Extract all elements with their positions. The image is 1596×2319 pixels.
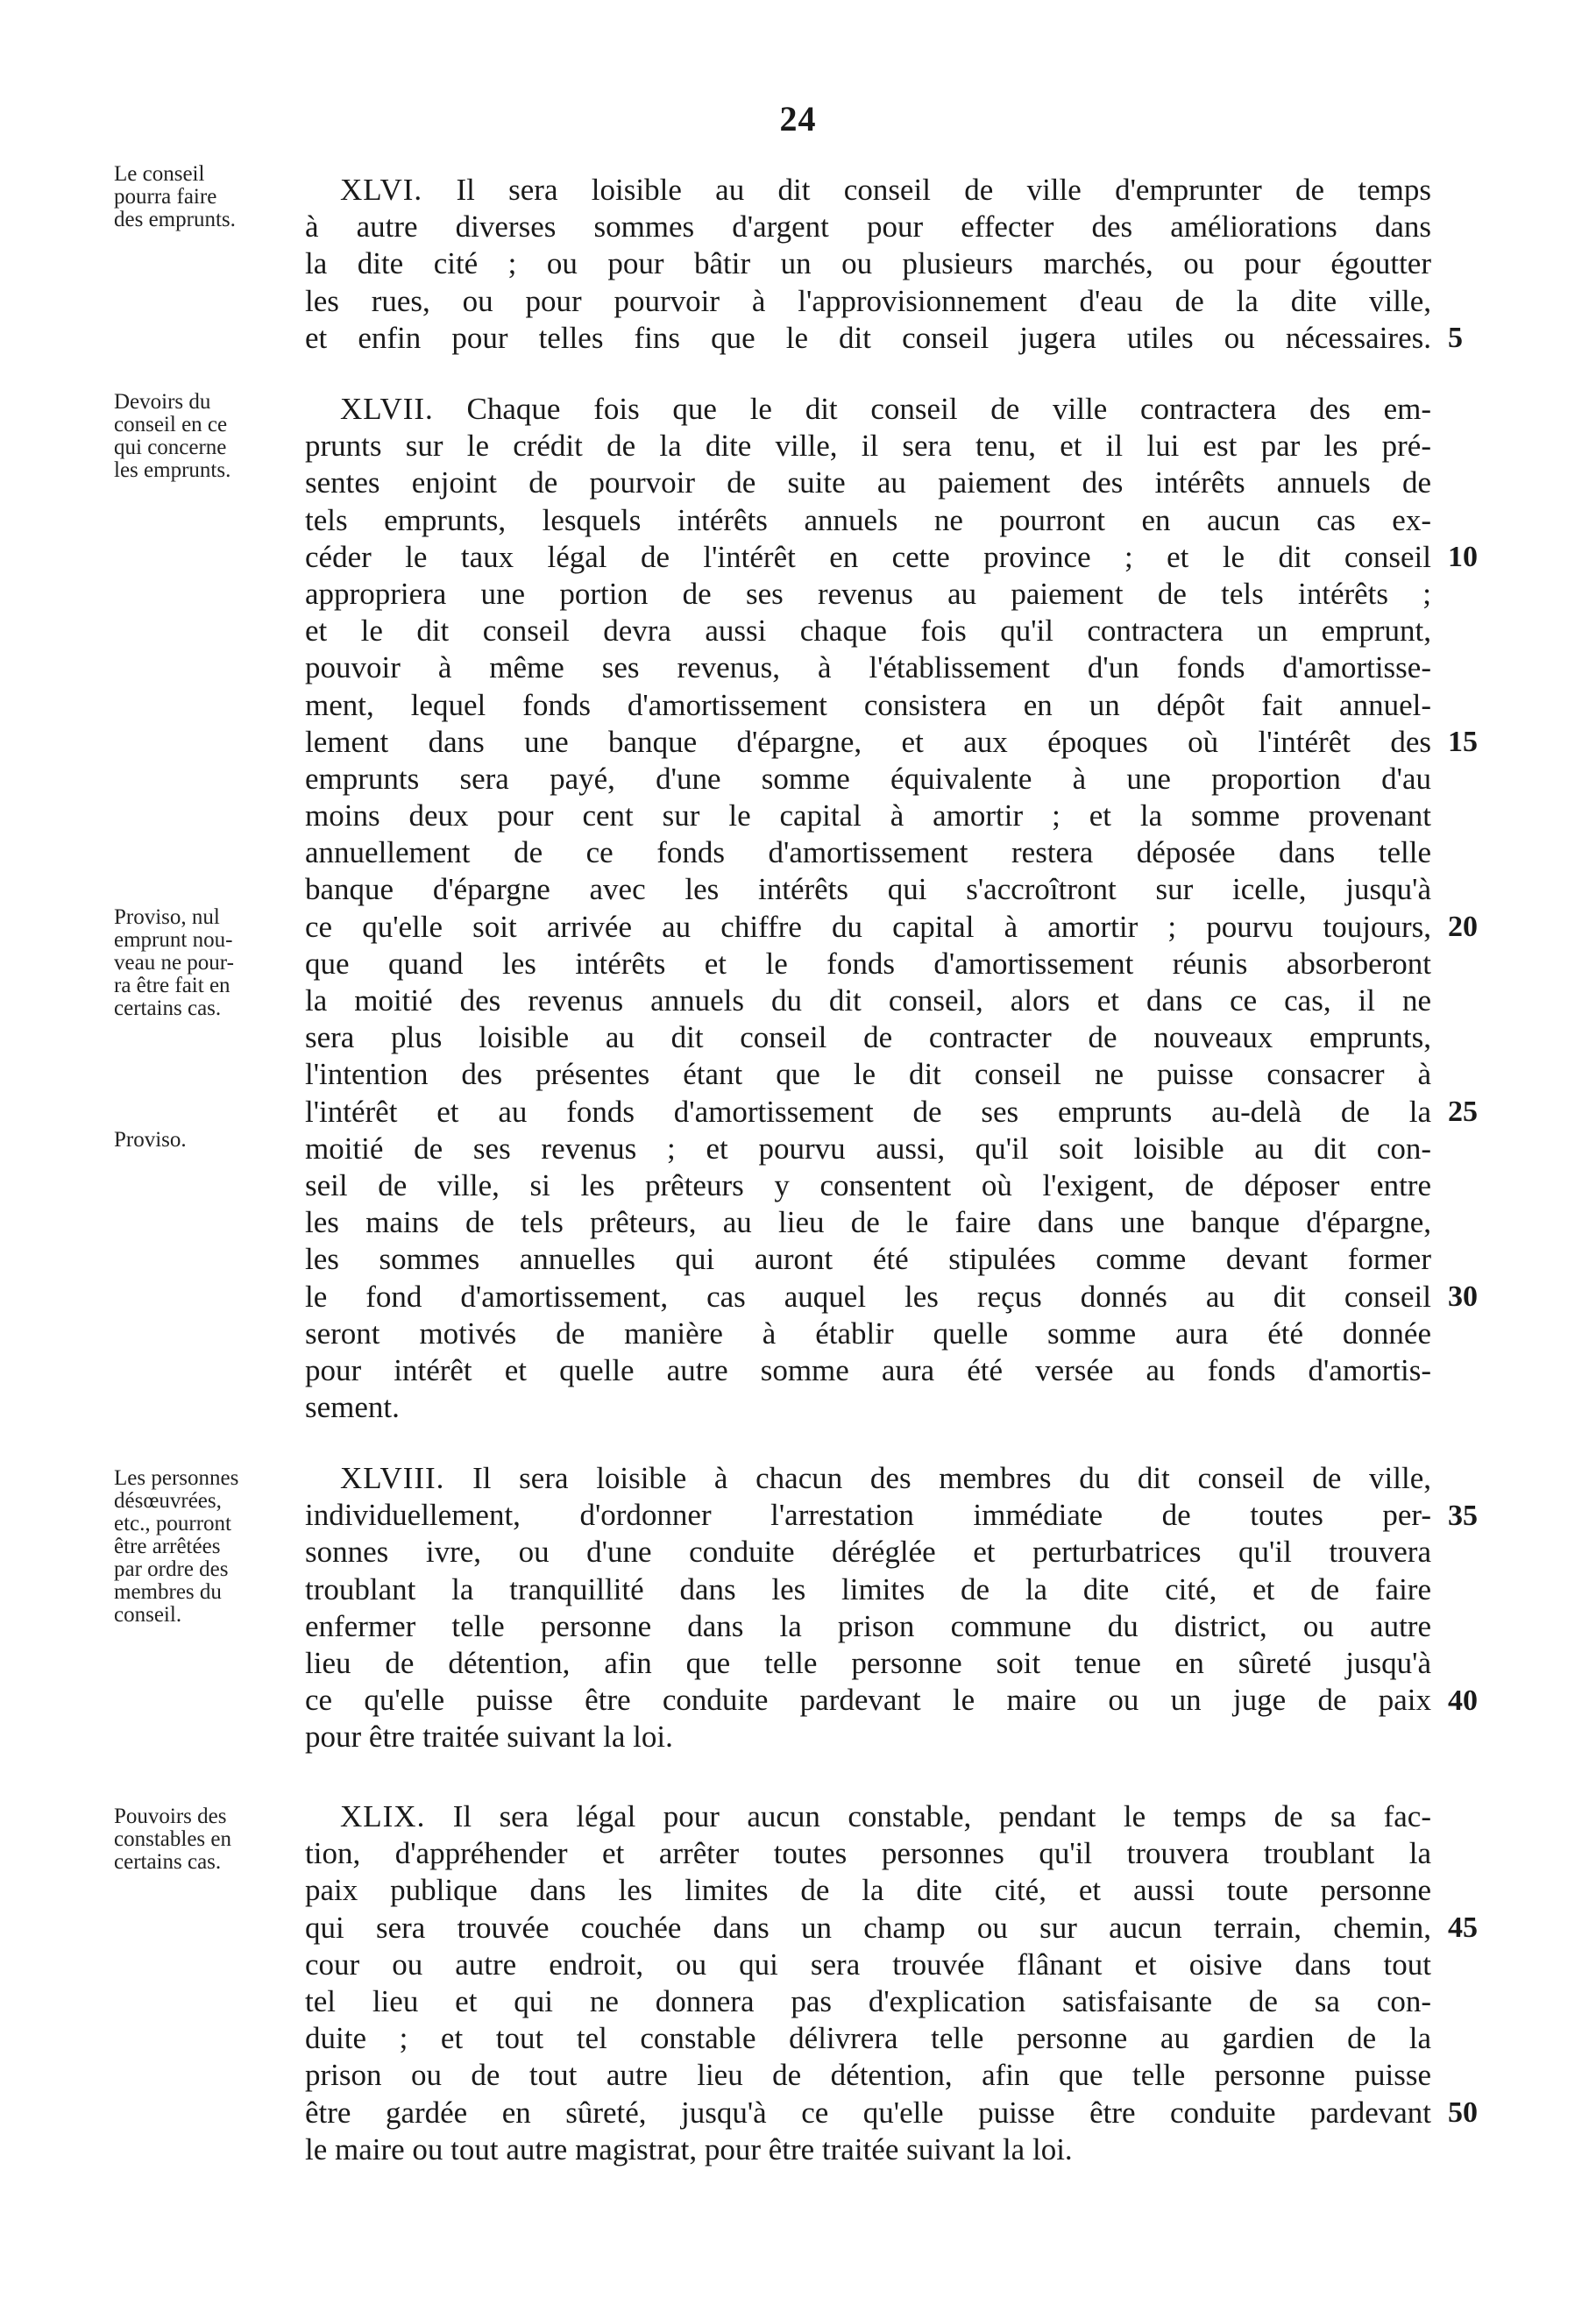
- text-line: tel lieu et qui ne donnera pas d'explication satisfaisante de sa con-: [305, 1983, 1431, 2018]
- text-line: pour intérêt et quelle autre somme aura été versée au fonds d'amortis-: [305, 1352, 1431, 1387]
- text-line: le fond d'amortissement, cas auquel les reçus donnés au dit conseil: [305, 1279, 1431, 1314]
- section-number: XLVIII.: [340, 1461, 445, 1495]
- margin-note-proviso-1: [114, 906, 302, 1020]
- margin-note-line: désœuvrées,: [114, 1489, 222, 1513]
- text-line: lement dans une banque d'épargne, et aux époques où l'intérêt des: [305, 724, 1431, 759]
- text-line: le maire ou tout autre magistrat, pour être traitée suivant la loi.: [305, 2131, 1073, 2167]
- margin-note-xlvii: [114, 391, 302, 482]
- text-line: individuellement, d'ordonner l'arrestation immédiate de toutes per-: [305, 1498, 1431, 1533]
- line-number: 10: [1448, 541, 1478, 573]
- text-line: et le dit conseil devra aussi chaque fois qu'il contractera un emprunt,: [305, 613, 1431, 649]
- text-line: duite ; et tout tel constable délivrera telle personne au gardien de la: [305, 2021, 1431, 2056]
- text-line: être gardée en sûreté, jusqu'à ce qu'elle puisse être conduite pardevant: [305, 2095, 1431, 2130]
- margin-note-line: conseil en ce: [114, 413, 228, 436]
- text-line: ce qu'elle puisse être conduite pardevant le maire ou un juge de paix: [305, 1683, 1431, 1718]
- text-line: sement.: [305, 1390, 400, 1425]
- text-line: sera plus loisible au dit conseil de contracter de nouveaux emprunts,: [305, 1020, 1431, 1055]
- text-line: paix publique dans les limites de la dite cité, et aussi toute personne: [305, 1873, 1431, 1908]
- margin-note-line: etc., pourront: [114, 1512, 231, 1535]
- text-line: seil de ville, si les prêteurs y consentent où l'exigent, de déposer entre: [305, 1167, 1431, 1202]
- section-body-xlvi: [305, 172, 1431, 357]
- text-line: [305, 172, 1431, 209]
- line-number: 20: [1448, 911, 1478, 943]
- text-line: la moitié des revenus annuels du dit conseil, alors et dans ce cas, il ne: [305, 983, 1431, 1018]
- text-line: pour être traitée suivant la loi.: [305, 1720, 673, 1755]
- text-line: la dite cité ; ou pour bâtir un ou plusieurs marchés, ou pour égoutter: [305, 246, 1431, 281]
- text-line: l'intention des présentes étant que le dit conseil ne puisse consacrer à: [305, 1057, 1431, 1092]
- text-line: les sommes annuelles qui auront été stipulées comme devant former: [305, 1242, 1431, 1277]
- text-line: prunts sur le crédit de la dite ville, il sera tenu, et il lui est par les pré-: [305, 429, 1431, 464]
- text-line: que quand les intérêts et le fonds d'amortissement réunis absorberont: [305, 946, 1431, 981]
- text-line: troublant la tranquillité dans les limites de la dite cité, et de faire: [305, 1571, 1431, 1606]
- margin-note-line: certains cas.: [114, 1850, 222, 1874]
- margin-note-line: certains cas.: [114, 996, 222, 1020]
- text-line: céder le taux légal de l'intérêt en cette province ; et le dit conseil: [305, 539, 1431, 574]
- margin-note-line: Proviso.: [114, 1128, 187, 1152]
- margin-note-line: ra être fait en: [114, 974, 231, 997]
- margin-note-xlviii: [114, 1467, 302, 1627]
- text-line: sentes enjoint de pourvoir de suite au paiement des intérêts annuels de: [305, 465, 1431, 500]
- line-number: 35: [1448, 1500, 1478, 1532]
- text-line-content: Chaque fois que le dit conseil de ville contractera des em-: [466, 392, 1431, 426]
- text-line: ment, lequel fonds d'amortissement consistera en un dépôt fait annuel-: [305, 687, 1431, 722]
- text-line: prison ou de tout autre lieu de détention, afin que telle personne puisse: [305, 2058, 1431, 2093]
- section-number: XLVI.: [340, 173, 423, 207]
- text-line-content: Il sera légal pour aucun constable, pendant le temps de sa fac-: [452, 1799, 1431, 1833]
- line-number: 50: [1448, 2096, 1478, 2129]
- margin-note-line: Le conseil: [114, 162, 205, 186]
- text-line: sonnes ivre, ou d'une conduite déréglée et perturbatrices qu'il trouvera: [305, 1535, 1431, 1570]
- text-line: à autre diverses sommes d'argent pour effecter des améliorations dans: [305, 209, 1431, 245]
- margin-note-line: par ordre des: [114, 1557, 229, 1581]
- margin-note-line: Les personnes: [114, 1466, 239, 1490]
- section-body-xlvii: [305, 391, 1431, 1426]
- section-number: XLIX.: [340, 1799, 426, 1833]
- text-line-content: Il sera loisible au dit conseil de ville d'emprunter de temps: [456, 173, 1432, 207]
- text-line: moitié de ses revenus ; et pourvu aussi, qu'il soit loisible au dit con-: [305, 1131, 1431, 1166]
- text-line: qui sera trouvée couchée dans un champ ou sur aucun terrain, chemin,: [305, 1910, 1431, 1945]
- margin-note-line: des emprunts.: [114, 208, 236, 231]
- section-body-xlix: [305, 1798, 1431, 2168]
- margin-note-line: emprunt nou-: [114, 928, 233, 952]
- margin-note-line: qui concerne: [114, 436, 227, 459]
- margin-note-xlvi: [114, 163, 302, 231]
- line-number: 30: [1448, 1280, 1478, 1313]
- section-number: XLVII.: [340, 392, 434, 426]
- section-body-xlviii: [305, 1460, 1431, 1756]
- margin-note-line: constables en: [114, 1827, 231, 1851]
- margin-note-line: conseil.: [114, 1603, 182, 1627]
- text-line: cour ou autre endroit, ou qui sera trouvée flânant et oisive dans tout: [305, 1947, 1431, 1982]
- text-line: emprunts sera payé, d'une somme équivalente à une proportion d'au: [305, 761, 1431, 796]
- text-line: les mains de tels prêteurs, au lieu de le faire dans une banque d'épargne,: [305, 1205, 1431, 1240]
- line-number: 5: [1448, 322, 1463, 354]
- text-line: moins deux pour cent sur le capital à amortir ; et la somme provenant: [305, 798, 1431, 833]
- text-line: et enfin pour telles fins que le dit conseil jugera utiles ou nécessaires.: [305, 320, 1431, 355]
- text-line: tion, d'appréhender et arrêter toutes personnes qu'il trouvera troublant la: [305, 1836, 1431, 1871]
- margin-note-line: pourra faire: [114, 185, 217, 209]
- line-number: 15: [1448, 726, 1478, 758]
- margin-note-line: les emprunts.: [114, 458, 231, 482]
- text-line: appropriera une portion de ses revenus au paiement de tels intérêts ;: [305, 576, 1431, 611]
- text-line: l'intérêt et au fonds d'amortissement de ses emprunts au-delà de la: [305, 1094, 1431, 1129]
- page-number: 24: [779, 99, 817, 138]
- text-line: [305, 391, 1431, 428]
- line-number: 40: [1448, 1684, 1478, 1717]
- text-line-content: Il sera loisible à chacun des membres du dit conseil de ville,: [472, 1461, 1432, 1495]
- text-line: pouvoir à même ses revenus, à l'établissement d'un fonds d'amortisse-: [305, 650, 1431, 685]
- text-line: [305, 1460, 1431, 1497]
- margin-note-line: veau ne pour-: [114, 951, 234, 975]
- text-line: annuellement de ce fonds d'amortissement restera déposée dans telle: [305, 835, 1431, 870]
- margin-note-xlix: [114, 1805, 302, 1874]
- text-line: banque d'épargne avec les intérêts qui s'accroîtront sur icelle, jusqu'à: [305, 872, 1431, 907]
- margin-note-proviso-2: [114, 1129, 302, 1152]
- line-number: 45: [1448, 1911, 1478, 1944]
- margin-note-line: Devoirs du: [114, 390, 211, 414]
- margin-note-line: Pouvoirs des: [114, 1805, 227, 1828]
- line-number: 25: [1448, 1096, 1478, 1128]
- margin-note-line: Proviso, nul: [114, 905, 220, 929]
- text-line: seront motivés de manière à établir quelle somme aura été donnée: [305, 1316, 1431, 1351]
- text-line: les rues, ou pour pourvoir à l'approvisionnement d'eau de la dite ville,: [305, 283, 1431, 318]
- text-line: tels emprunts, lesquels intérêts annuels ne pourront en aucun cas ex-: [305, 502, 1431, 537]
- margin-note-line: membres du: [114, 1580, 222, 1604]
- text-line: enfermer telle personne dans la prison commune du district, ou autre: [305, 1608, 1431, 1643]
- text-line: lieu de détention, afin que telle personne soit tenue en sûreté jusqu'à: [305, 1645, 1431, 1680]
- margin-note-line: être arrêtées: [114, 1535, 221, 1558]
- text-line: ce qu'elle soit arrivée au chiffre du capital à amortir ; pourvu toujours,: [305, 909, 1431, 944]
- text-line: [305, 1798, 1431, 1835]
